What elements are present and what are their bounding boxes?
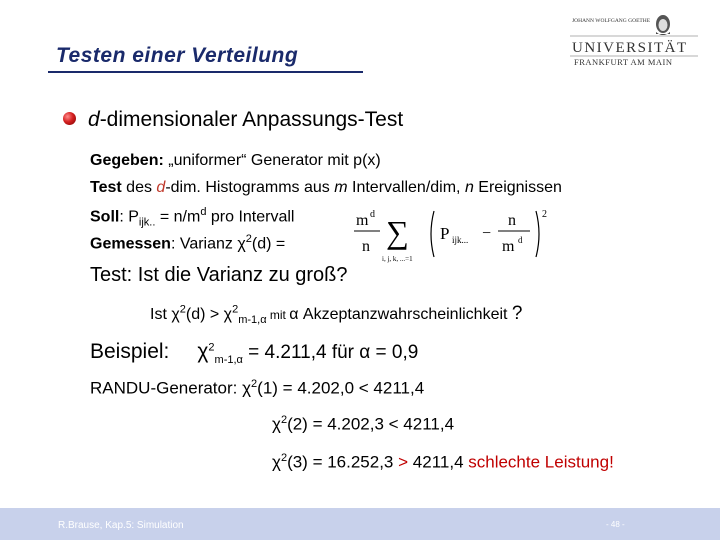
title-underline — [48, 71, 363, 73]
footer-author: R.Brause, Kap.5: Simulation — [58, 520, 184, 531]
gegeben-line: Gegeben: „uniformer“ Generator mit p(x) — [90, 152, 381, 169]
randu-line-3: $\chi^2(3) = 16.252,3 > 4211,4$ schlechte Leistung! — [272, 452, 614, 472]
svg-text:2: 2 — [542, 209, 547, 220]
svg-text:m: m — [356, 212, 369, 229]
svg-text:n: n — [508, 212, 516, 229]
svg-text:JOHANN WOLFGANG GOETHE: JOHANN WOLFGANG GOETHE — [572, 18, 651, 24]
beispiel-line: Beispiel: $\chi^2_{m-1,\alpha} = 4.211,4$ für α = 0,9 — [90, 340, 419, 366]
goethe-portrait-icon — [656, 15, 670, 35]
bullet-icon — [63, 112, 76, 125]
svg-text:i, j, k, ...=1: i, j, k, ...=1 — [382, 255, 413, 263]
svg-text:∑: ∑ — [386, 214, 409, 250]
svg-text:FRANKFURT AM MAIN: FRANKFURT AM MAIN — [574, 57, 673, 67]
page-number: - 48 - — [606, 520, 625, 529]
svg-text:d: d — [518, 235, 523, 245]
hypothesis-line: Ist $\chi^2(d) > \chi^2_{m-1,\alpha}$ mit α Akzeptanzwahrscheinlichkeit ? — [150, 303, 523, 327]
svg-text:n: n — [362, 238, 370, 255]
svg-text:UNIVERSITÄT: UNIVERSITÄT — [572, 40, 688, 56]
bullet-heading: d-dimensionaler Anpassungs-Test — [88, 108, 404, 131]
gemessen-line: Gemessen: Varianz $\chi^2(d)$ = — [90, 233, 286, 253]
svg-text:−: − — [482, 225, 492, 242]
variance-formula — [352, 203, 562, 265]
svg-text:P: P — [440, 224, 450, 243]
svg-text:d: d — [370, 209, 375, 220]
test-question: Test: Ist die Varianz zu groß? — [90, 264, 348, 286]
randu-line-1: RANDU-Generator: $\chi^2(1) = 4.202,0 < 4211,4$ — [90, 378, 425, 398]
soll-line: Soll: $P_{ijk..} = n/m^d$ pro Intervall — [90, 206, 295, 229]
randu-line-2: $\chi^2(2) = 4.202,3 < 4211,4$ — [272, 414, 455, 434]
slide-title: Testen einer Verteilung — [56, 44, 299, 67]
university-logo — [568, 12, 700, 68]
svg-text:ijk...: ijk... — [452, 235, 469, 245]
test-line: Test des d-dim. Histogramms aus m Intervallen/dim, n Ereignissen — [90, 179, 562, 196]
svg-text:m: m — [502, 238, 515, 255]
